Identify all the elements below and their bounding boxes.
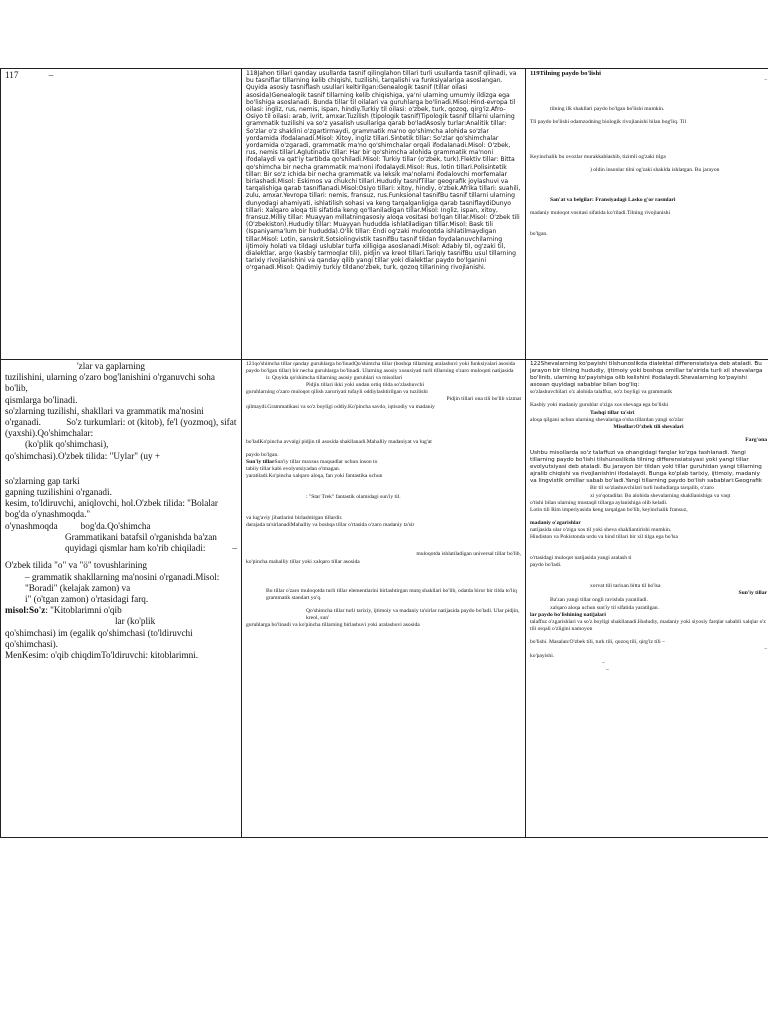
text-line: talaffuz o'zgarishlari va so'z boyligi shakllanadi.Hududiy, madaniy yoki siyosiy farqlar sababli xalqlar o'z tili orqali o'zligini namoyon — [530, 618, 768, 632]
text-line: ) oldin insonlar tilni og'zaki shaklda ishlatgan. Bu jarayon — [590, 167, 720, 174]
text-line: (ko'plik qo'shimchasi), — [25, 439, 109, 450]
text-line: 122Shevalarning ko'payishi tilshunoslikda dialektal differensiatsiya deb ataladi. Bu jarayon bir tilning hududiy, ijtimoiy yoki boshqa omillar ta'sirida turli xil shevalarga bo'linib, ularning ko'payishiga olib kelishini ifodalaydi.Shevalarning ko'payishi asosan quyidagi sabablar bilan bog'liq: — [530, 361, 765, 389]
dash: – — [764, 77, 767, 84]
text-line: kesim, to'ldiruvchi, aniqlovchi, hol.O'zbek tilida: "Bolalar bog'da o'ynashmoqda." — [5, 498, 221, 520]
text-line: o'tishi bilan ularning mustaqil tillarga aylanishiga olib keladi. — [530, 499, 668, 506]
text-line: aloqa qilgani uchun ularning shevalariga o'sha tillardan yangi so'zlar — [530, 416, 684, 423]
text-line: madaniy muloqot vositasi sifatida ko'riladi.Tilning rivojlanishi — [530, 209, 671, 216]
document-sheet — [0, 68, 768, 838]
text-line: Bir til so'zlashuvchilari turli hududlarga tarqalib, o'zaro — [590, 485, 714, 492]
text-line: muloqotda ishlatiladigan universal tillar bo'lib, — [416, 551, 521, 558]
text-line: ir. Quyida qo'shimcha tillarning asosiy guruhlari va misollari — [266, 375, 403, 382]
cell-117 — [1, 69, 242, 360]
text-line: 121qo'shimcha tillar qanday guruhlarga bo'linadQo'shimcha tillar (boshqa tillarning aralashuvi yoki funksiyalari asosida paydo bo'lgan tillar) bir necha guruhlarga bo'linadi. Ularning asosiy xususiyati turli tillarning o'zaro muloqoti natijasida — [246, 361, 517, 375]
text-line: 'zlar va gaplarning — [77, 361, 145, 371]
text-line: – grammatik shakllarning ma'nosini o'rganadi.Misol: "Boradi" (kelajak zamon) va — [25, 571, 222, 593]
text-line: Sun'iy tillar — [246, 458, 275, 465]
text-line: misol:So'z — [5, 605, 46, 616]
text-line: so'zlarning gap tarki — [5, 475, 80, 486]
text-line: tuzilishini, ularning o'zaro bog'lanishini o'rganuvchi soha bo'lib, — [5, 372, 218, 394]
text-line: gapning tuzilishini o'rganadi. — [5, 487, 112, 498]
text-line: qo'shimchasi) im (egalik qo'shimchasi (to'ldiruvchi qo'shimchasi). — [5, 627, 195, 649]
cell-119 — [526, 69, 768, 360]
text-line: o'ynashmoqda bog'da.Qo'shimcha — [5, 520, 151, 531]
text-line: Tashqi tillar ta'siri — [590, 409, 635, 416]
text-line: qo'shimchasi).O'zbek tilida: "Uylar" (uy + — [5, 450, 161, 461]
cell-118 — [242, 69, 526, 360]
text-line: bo'ladKo'pincha avvalgi pidjin til asosida shakllanadi.Mahalliy madaniyat va lug'at — [246, 438, 432, 445]
text-line: Keyinchalik bu ovozlar murakkablashib, tizimli og'zaki tilga — [530, 154, 666, 161]
text-line: Pidjin tillari ikki yoki undan ortiq tilda so'zlashuvchi — [306, 382, 424, 389]
text-line: MenKesim: o'qib chiqdimTo'ldiruvchi: kitoblarimni. — [5, 650, 199, 661]
text-line: so'zlarning tuzilishi, shakllari va grammatik ma'nosini o'rganadi. So'z turkumlari: ot (kitob), fe'l (yozmoq), sifat (yaxshi).Qo'shimchalar: — [5, 405, 239, 439]
text-line: tilning ilk shakllari paydo bo'lgan bo'lishi mumkin. — [550, 106, 665, 113]
text-line: Sun'iy tillar — [738, 590, 767, 597]
text-line: O'zbek tilida "o" va "ö" tovushlarining — [5, 560, 147, 571]
dash: – — [602, 660, 605, 667]
text-line: i" (o'tgan zamon) o'rtasidagi farq. — [25, 594, 149, 605]
text-line: darajada ta'sirlanadiMahalliy va boshqa tillar o'rtasida o'zaro madaniy ta'sir — [246, 522, 415, 529]
text-line: Til paydo bo'lishi odamzodning biologik rivojlanishi bilan bog'liq. Til — [530, 119, 687, 126]
text-line: : "Star Trek" fantastik olamidagi sun'iy til. — [306, 494, 401, 501]
text-line: qismlarga bo'linadi. — [5, 394, 78, 405]
text-line: paydo bo'lgan. — [246, 451, 279, 458]
text-line: bo'lishi. Masalan:O'zbek tili, turk tili, qozoq tili, qirg'iz tili – — [530, 638, 665, 645]
text-line: yaratiladi.Ko'pincha xalqaro aloqa, fan yoki fantastika uchun — [246, 473, 383, 480]
text-line: lar paydo bo'lishining natijalari — [530, 611, 606, 618]
question-118-text: 118Jahon tillari qanday usullarda tasnif qilinglahon tillari turli usullarda tasnif qilinadi, va bu tasniflar tillarning kelib chiqishi, tuzilishi, tarqalishi va funksiyalariga asoslangan. Quyida asosiy tasniflash usullari keltirilgan:Genealogik tasnif (tillar oilasi asosida)Genealogik tasnif tillarning kelib chiqishiga, ya'ni ularning umumiy ildizga ega bo'lishiga asoslanadi. Bunda tillar til oilalari va guruhlarga bo'linadi.Misol:Hind-evropa til oilasi: ingliz, rus, nemis, ispan, hindiy.Turkiy til oilasi: o'zbek, turk, qozoq, qirg'iz.Afro-Osiyo til oilasi: arab, ivrit, amxar.Tuzilish (tipologik tasnif)Tipologik tasnif tillarni ularning grammatik tuzilishi va so'z yasalish usullariga qarab bo'ladAsosiy turlar:Analitik tillar: So'zlar o'z shaklini o'zgartirmaydi, grammatik ma'no qo'shimcha alohida so'zlar yordamida ifodalanadi.Misol: Xitoy, ingliz tillari.Sintetik tillar: So'zlar qo'shimchalar yordamida o'zgaradi, grammatik ma'no qo'shimchalar orqali ifodalanadi.Misol: O'zbek, rus, nemis tillari.Aglutinativ tillar: Har bir qo'shimcha alohida grammatik ma'noni ifodalaydi va qat'iy tartibda qo'shiladi.Misol: Turkiy tillar (o'zbek, turk).Flektiv tillar: Bitta qo'shimcha bir necha grammatik ma'noni ifodalaydi.Misol: Rus, lotin tillari.Polisintetik tillar: Bir so'z ichida bir necha grammatik va leksik ma'nolarni ifodalovchi morfemalar birlashadi.Misol: Eskimos va chukchi tillari.Hududiy tasnifTillar geografik joylashuvi va tarqalishiga qarab tasniflanadi.Misol:Osiyo tillari: xitoy, hindiy, o'zbek.Afrika tillari: suahili, zulu, amxar.Yevropa tillari: nemis, fransuz, rus.Funksional tasnifBu tasnif tillarni ularning dunyodagi ahamiyati, ishlatilish sohasi va keng tarqalganligiga qarab tasniflaydiDunyo tillari: Xalqaro aloqa tili sifatida keng qo'llaniladigan tillar.Misol: Ingliz, ispan, xitoy, fransuz.Milliy tillar: Muayyan millatningasosiy aloqa vositasi bo'lgan tillar.Misol: O'zbek tili (O'zbekiston).Hududiy tillar: Muayyan hududda ishlatiladigan tillar.Misol: Bask tili (Ispaniyama'lum bir hududda).O'lik tillar: Endi og'zaki muloqotda ishlatilmaydigan tillar.Misol: Lotin, sanskrit.Sotsiolingvistik tasnifBu tasnif tildan foydalanuvchilarning ijtimoiy holati va tildagi uslublar turfa xilligiga asoslanadi.Misol: Adabiy til, og'zaki til, dialektlar, argo (kasbiy tarmoqlar tili), pidjin va kreol tillari.Tariqiy tasnifBu usul tillarning tarixiy rivojlanishini va qanday qilib yangi tillar yoki dialektlar paydo bo'lganini o'rganadi.Misol: Qadimiy turkiy tildano'zbek, turk, qozoq tillarining rivojlanishi. — [246, 70, 523, 272]
dash: – — [48, 70, 54, 80]
text-line: Qo'shimcha tillar turli tarixiy, ijtimoiy va madaniy ta'sirlar natijasida paydo bo'ladi. Ular pidjin, kreol, sun' — [306, 607, 521, 621]
text-line: natijasida ular o'ziga xos til yoki sheva shakllantirishi mumkin. — [530, 526, 672, 533]
text-line: paydo bo'ladi. — [530, 562, 562, 569]
text-line: guruhlarga bo'linadi va ko'pincha tillarning birlashuvi yoki aralashuvi asosida — [246, 621, 420, 628]
text-line: Hindiston va Pokistonda urdu va hind tillari bir xil tilga ega bo'lsa — [530, 533, 678, 540]
text-line: Misollar:O'zbek tili shevalari — [613, 423, 684, 430]
dash: – — [606, 667, 609, 674]
text-line: San'at va belgilar: Fransiyadagi Lasko g'or rasmlari — [550, 196, 676, 203]
text-line: tabiiy tillar kabi evolyutsiyadan o'tmagan. — [246, 465, 341, 472]
cell-121 — [242, 360, 526, 838]
cell-120 — [1, 360, 242, 838]
table-row — [1, 360, 768, 838]
text-line: Bu tillar o'zaro muloqotda turli tillar elementlarini birlashtirgan mutq shakllari bo'lib, odatda biror bir tilda to'liq grammatik standart yo'q. — [266, 587, 519, 601]
text-line: o'rtasidagi muloqot natijasida yangi aralash ti — [530, 555, 632, 562]
text-line: xorvat tili tarixan bitta til bo'lsa — [590, 583, 661, 590]
dash: – — [764, 646, 767, 652]
text-line: lar (ko'plik — [115, 616, 156, 627]
text-line: xi yo'qotadilar. Bu alohida shevalarning shakllanishiga va vaqt — [590, 492, 731, 499]
text-line: bo'lgan. — [530, 230, 548, 237]
text-line: Farg'ona — [745, 436, 767, 443]
text-line: qilmaydi.Grammatikasi va so'z boyligi oddiy.Ko'pincha savdo, iqtisodiy va madaniy — [246, 403, 435, 410]
text-line: ko'payishi. — [530, 653, 555, 660]
table-row — [1, 69, 768, 360]
text-line: Grammatikani batafsil o'rganishda ba'zan quyidagi qismlar ham ko'rib chiqiladi: — [65, 531, 220, 554]
dash: – — [232, 543, 237, 554]
text-line: Pidjin tillari ona tili bo'lib xizmat — [446, 396, 521, 403]
text-line: xalqaro aloqa uchun sun'iy til sifatida yaratilgan. — [550, 604, 659, 611]
text-line: Kasbiy yoki madaniy guruhlar o'ziga xos shevaga ega bo'lishi — [530, 402, 669, 409]
content-table — [0, 68, 768, 838]
text-line: : "Kitoblarimni o'qib — [45, 605, 122, 616]
question-119-title: 119Tilning paydo bo'lishi — [530, 70, 601, 77]
text-line: Ushbu misollarda so'z talaffuzi va ohangidagi farqlar ko'zga tashlanadi. Yangi tillarning paydo bo'lishi tilshunoslikda tilning differensiatsiyasi yoki yangi tillar evolyutsiyasi deb ataladi. Bu jarayon bir tildan yoki tillar guruhidan yangi tillarning ajralib chiqishi va rivojlanishini ifodalaydi. Bunga ko'plab tarixiy, ijtimoiy, madaniy va lingvistik omillar sabab bo'ladi.Yangi tillarning paydo bo'lish sabablari:Geografik — [530, 449, 764, 485]
text-line: guruhlarning o'zaro muloqot qilish zaruriyati tufayli oddiylashtirilgan va tuzilishi — [246, 389, 428, 396]
text-line: Ba'zan yangi tillar ongli ravishda yaratiladi. — [550, 597, 648, 604]
text-line: Lotin tili Rim imperiyasida keng tarqalgan bo'lib, keyinchalik fransuz, — [530, 506, 688, 513]
text-line: so'zlashuvchilari o'z alohida talaffuz, so'z boyligi va grammatik — [530, 389, 673, 396]
cell-122 — [526, 360, 768, 838]
text-line: ko'pincha mahalliy tillar yoki xalqaro tillar asosida — [246, 558, 360, 565]
text-line: madaniy o'zgarishlar — [530, 519, 581, 526]
cell-number: 117 — [5, 70, 19, 80]
text-line: va lug'aviy jihatlarini birlashtirgan tillardir. — [246, 515, 343, 522]
text-line: Sun'iy tillar maxsus maqsadlar uchun inson to — [274, 458, 378, 465]
